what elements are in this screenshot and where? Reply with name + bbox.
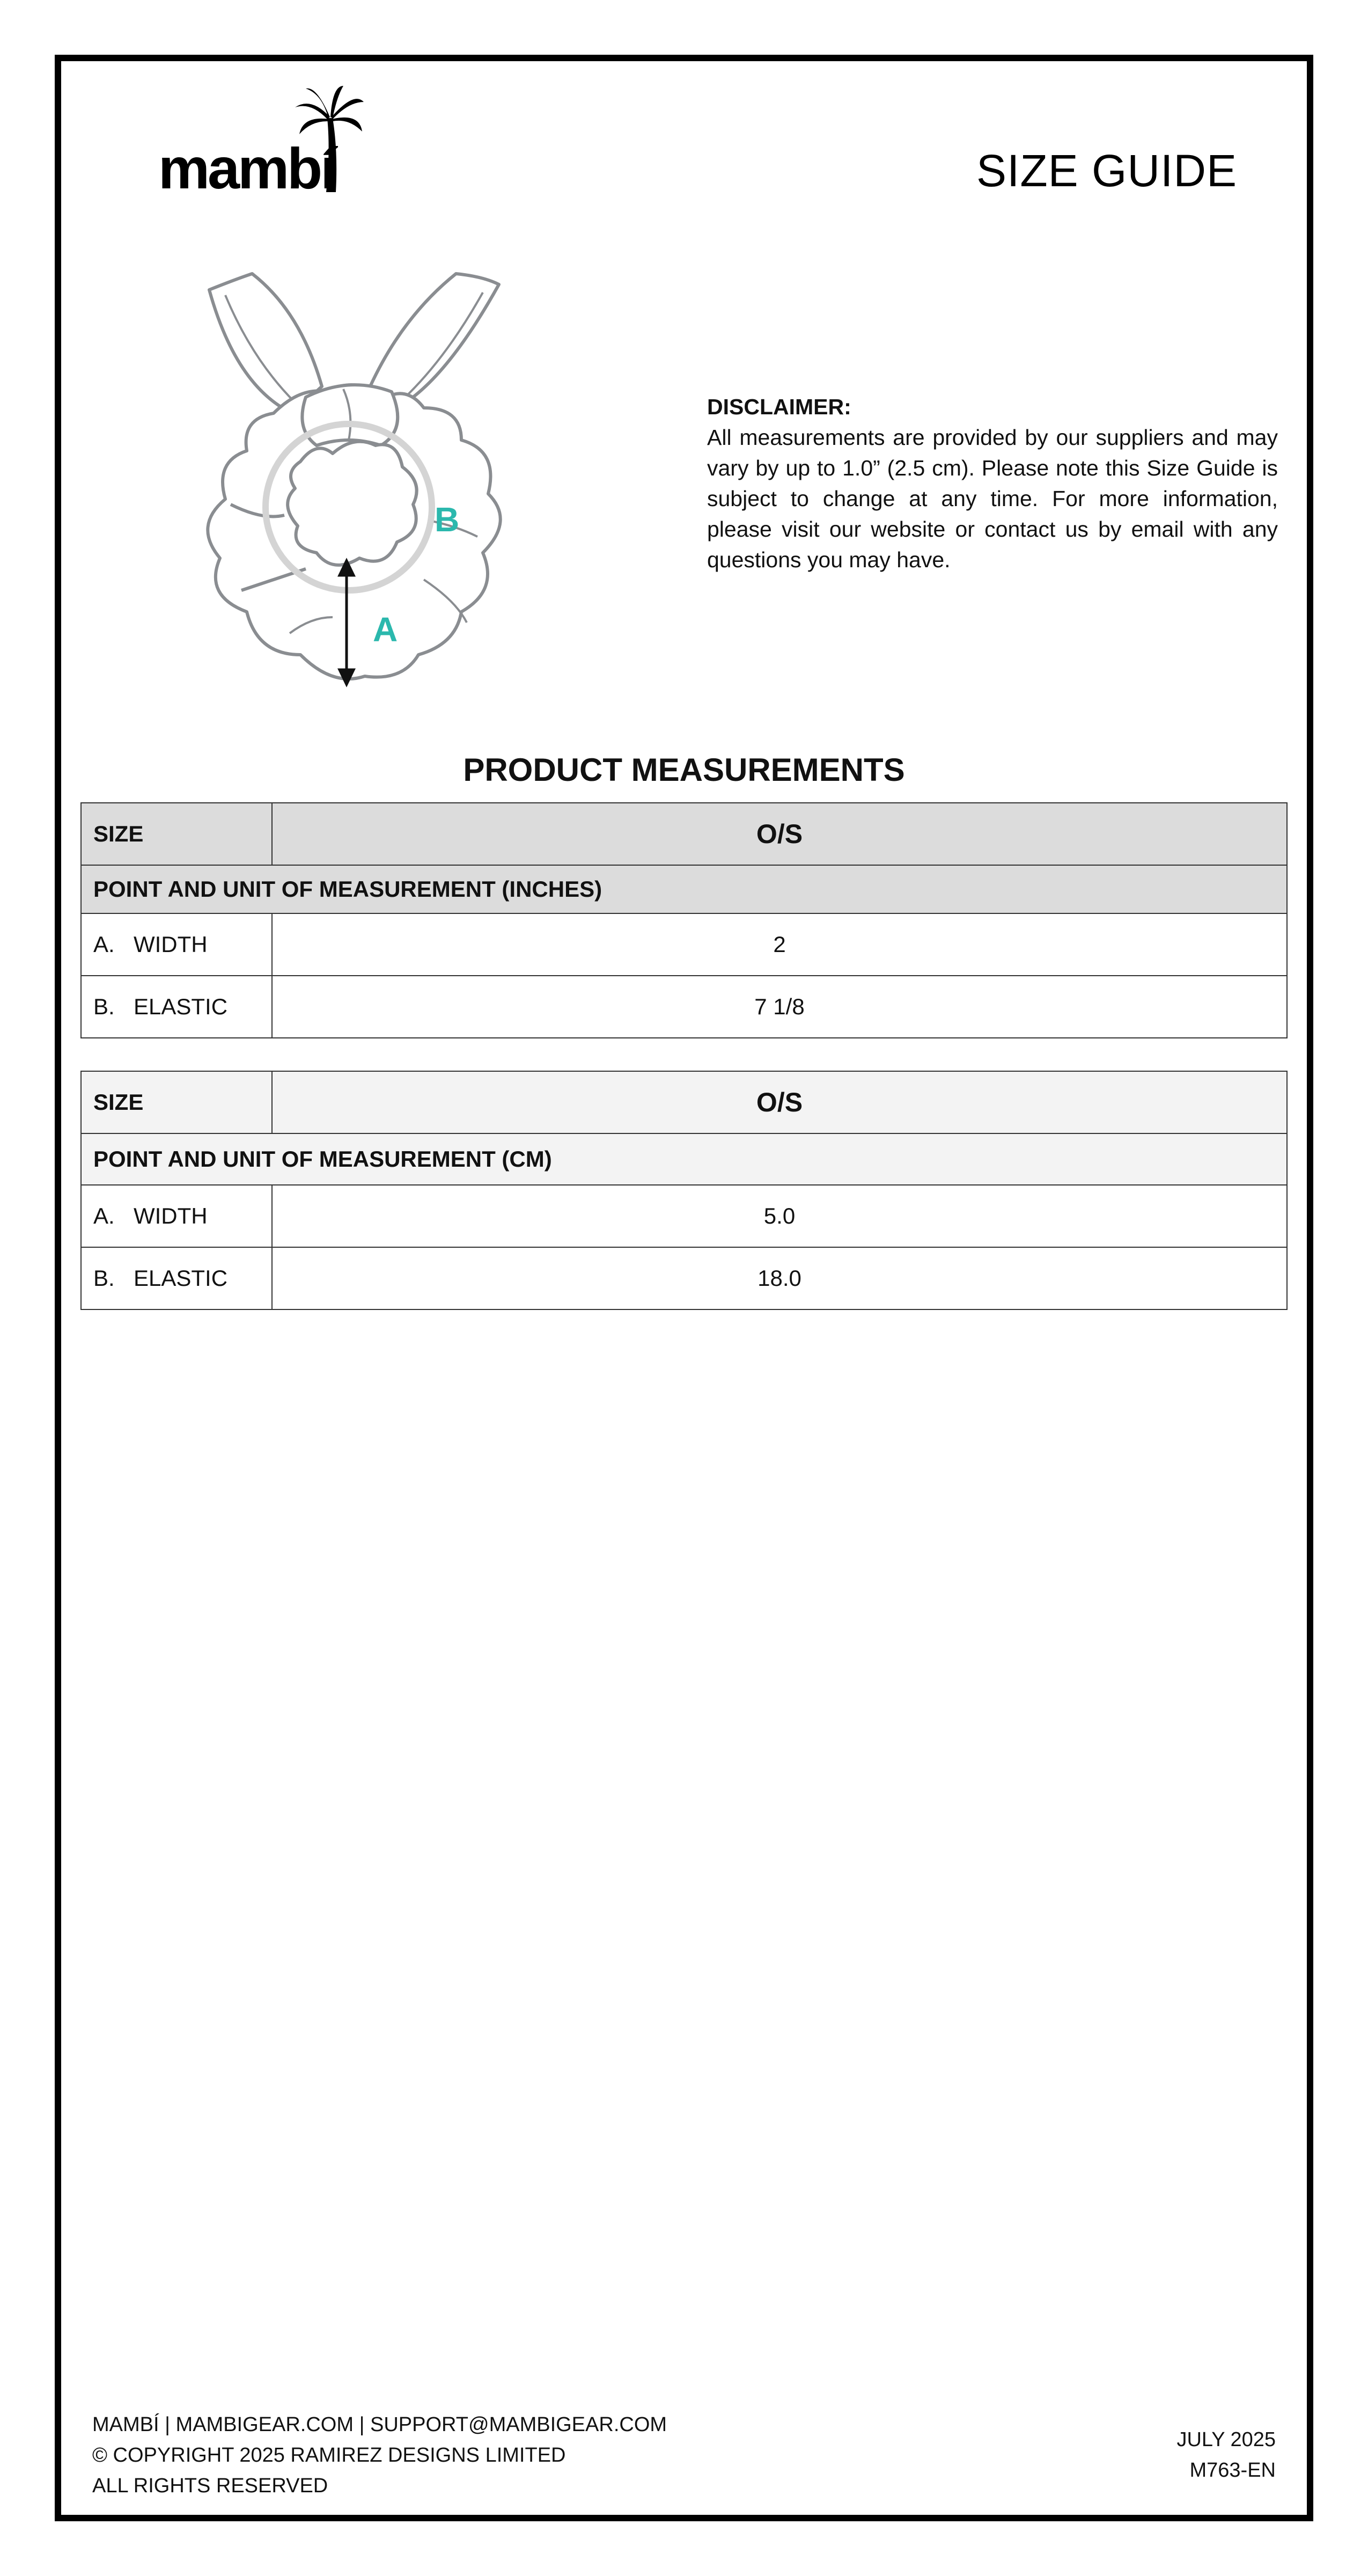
point-name: ELASTIC	[134, 994, 228, 1019]
point-a-label: A	[373, 610, 398, 649]
brand-wordmark: mambí	[158, 136, 335, 201]
page-title: SIZE GUIDE	[976, 145, 1238, 196]
footer-info	[92, 2410, 667, 2501]
footer-rights: ALL RIGHTS RESERVED	[92, 2475, 328, 2497]
point-letter: A.	[93, 1203, 115, 1228]
table-row	[81, 976, 1287, 1038]
measurements-table-inches	[80, 802, 1288, 1038]
measurement-value: 18.0	[272, 1247, 1287, 1309]
measurement-value: 5.0	[272, 1185, 1287, 1247]
table-row	[81, 913, 1287, 976]
disclaimer	[707, 392, 1278, 575]
table-header-row	[81, 803, 1287, 865]
footer-doc-code: M763-EN	[1189, 2459, 1276, 2482]
footer-meta	[1176, 2425, 1276, 2486]
measurement-value: 2	[272, 913, 1287, 976]
table-subheading-row	[81, 1133, 1287, 1185]
point-name: WIDTH	[134, 1203, 208, 1228]
point-cell	[81, 976, 272, 1038]
point-letter: B.	[93, 1265, 115, 1291]
size-label: SIZE	[81, 1071, 272, 1133]
point-letter: A.	[93, 932, 115, 957]
footer-copyright: © COPYRIGHT 2025 RAMIREZ DESIGNS LIMITED	[92, 2444, 566, 2467]
unit-subheading: POINT AND UNIT OF MEASUREMENT (CM)	[81, 1133, 1287, 1185]
table-header-row	[81, 1071, 1287, 1133]
size-value: O/S	[272, 803, 1287, 865]
point-letter: B.	[93, 994, 115, 1019]
point-name: WIDTH	[134, 932, 208, 957]
table-row	[81, 1185, 1287, 1247]
point-cell	[81, 1185, 272, 1247]
size-value: O/S	[272, 1071, 1287, 1133]
scrunchie-illustration	[177, 268, 542, 698]
disclaimer-body: All measurements are provided by our suppliers and may vary by up to 1.0” (2.5 cm). Please note this Size Guide is subject to change at any time. For more information, please visit our website or contact us by email with any questions you may have.	[707, 425, 1278, 572]
measurements-table-cm	[80, 1071, 1288, 1310]
point-cell	[81, 1247, 272, 1309]
unit-subheading: POINT AND UNIT OF MEASUREMENT (INCHES)	[81, 865, 1287, 913]
section-title: PRODUCT MEASUREMENTS	[463, 752, 905, 788]
brand-logo	[158, 86, 351, 201]
point-b-label: B	[435, 500, 460, 539]
footer-date: JULY 2025	[1176, 2428, 1276, 2451]
size-label: SIZE	[81, 803, 272, 865]
table-subheading-row	[81, 865, 1287, 913]
measurement-value: 7 1/8	[272, 976, 1287, 1038]
disclaimer-heading: DISCLAIMER:	[707, 394, 851, 419]
footer-contact: MAMBÍ | MAMBIGEAR.COM | SUPPORT@MAMBIGEAR.COM	[92, 2413, 667, 2436]
table-row	[81, 1247, 1287, 1309]
point-cell	[81, 913, 272, 976]
point-name: ELASTIC	[134, 1265, 228, 1291]
